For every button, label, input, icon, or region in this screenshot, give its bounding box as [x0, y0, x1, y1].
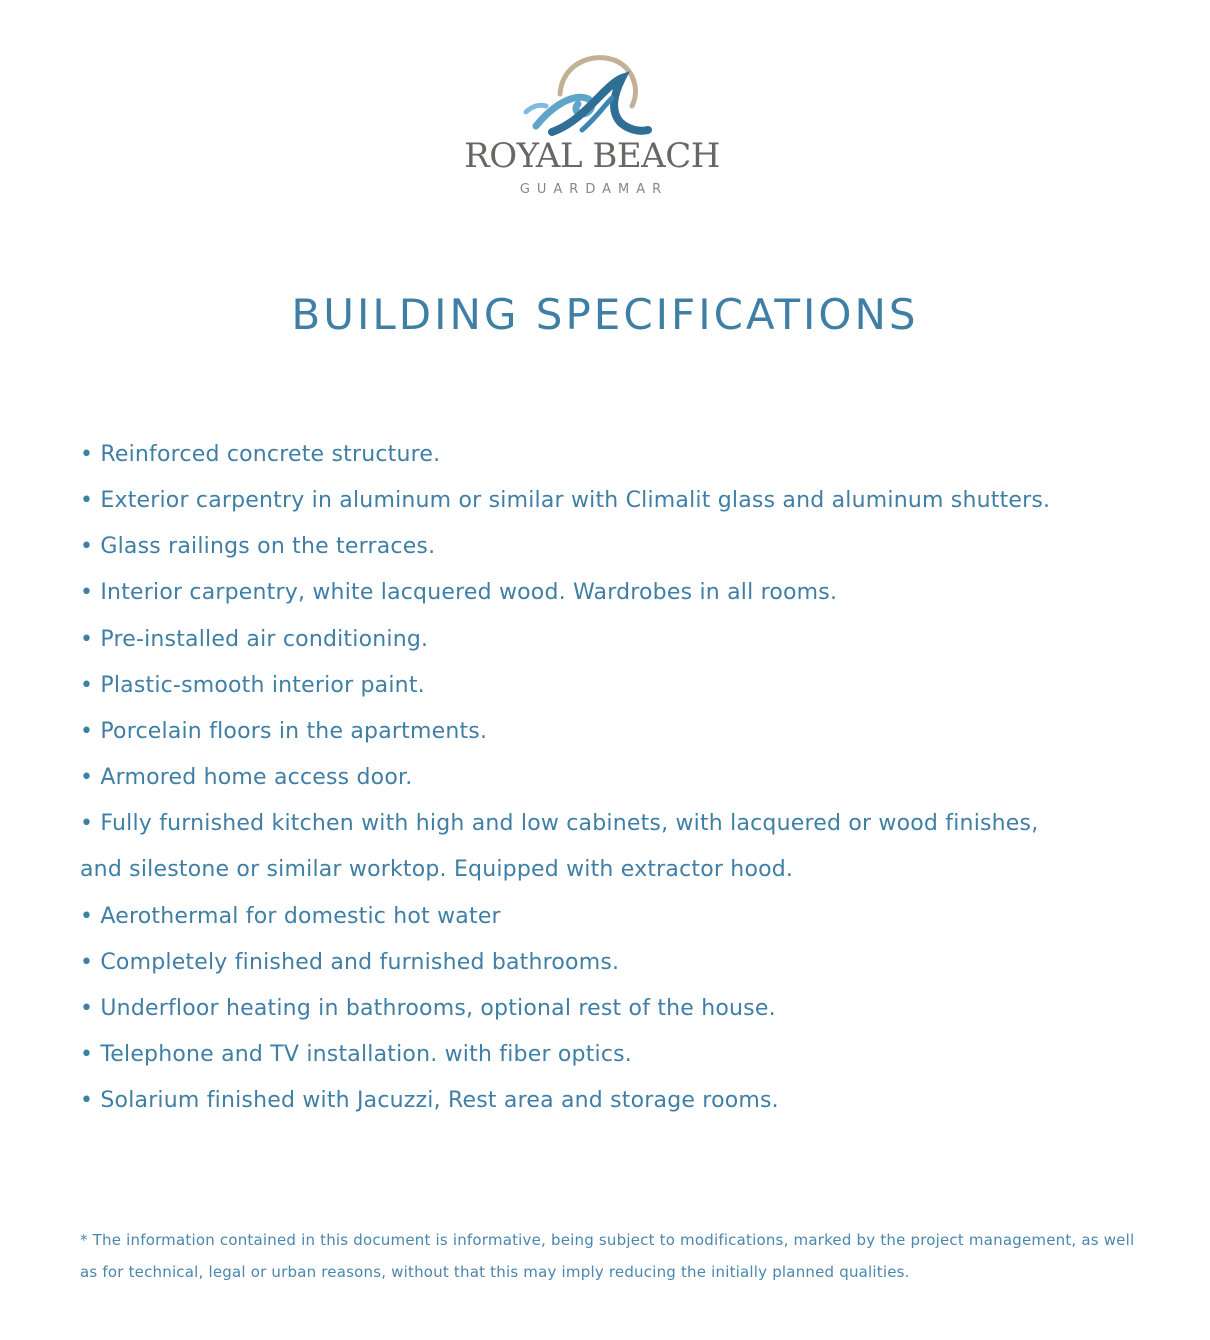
specifications-list [80, 432, 1160, 1124]
spec-item: • Reinforced concrete structure. [80, 442, 441, 467]
logo-name: ROYAL BEACH [464, 136, 720, 176]
spec-item: • Porcelain floors in the apartments. [80, 718, 488, 744]
spec-item: • Glass railings on the terraces. [80, 534, 436, 560]
spec-item: • Aerothermal for domestic hot water [80, 903, 501, 929]
spec-item: • Interior carpentry, white lacquered wood. Wardrobes in all rooms. [80, 580, 838, 606]
spec-item: • Armored home access door. [80, 765, 413, 791]
spec-item-continuation: and silestone or similar worktop. Equipped with extractor hood. [80, 857, 794, 883]
spec-item: • Completely finished and furnished bathrooms. [80, 949, 620, 975]
disclaimer-footnote: * The information contained in this document is informative, being subject to modifications, marked by the project management, as well as for technical, legal or urban reasons, without that this may imply reducing the initially planned qualities. [80, 1231, 1135, 1281]
spec-item: • Fully furnished kitchen with high and low cabinets, with lacquered or wood finishes, [80, 811, 1039, 837]
wave-logo-icon [522, 48, 662, 138]
brand-logo [462, 48, 722, 208]
logo-subtitle: GUARDAMAR [519, 182, 669, 197]
page-title: BUILDING SPECIFICATIONS [291, 290, 919, 339]
spec-item: • Underfloor heating in bathrooms, optional rest of the house. [80, 995, 776, 1021]
spec-item: • Plastic-smooth interior paint. [80, 672, 425, 698]
spec-item: • Exterior carpentry in aluminum or similar with Climalit glass and aluminum shutters. [80, 488, 1051, 514]
spec-item: • Pre-installed air conditioning. [80, 626, 429, 652]
spec-item: • Solarium finished with Jacuzzi, Rest area and storage rooms. [80, 1088, 779, 1114]
spec-item: • Telephone and TV installation. with fiber optics. [80, 1042, 632, 1068]
